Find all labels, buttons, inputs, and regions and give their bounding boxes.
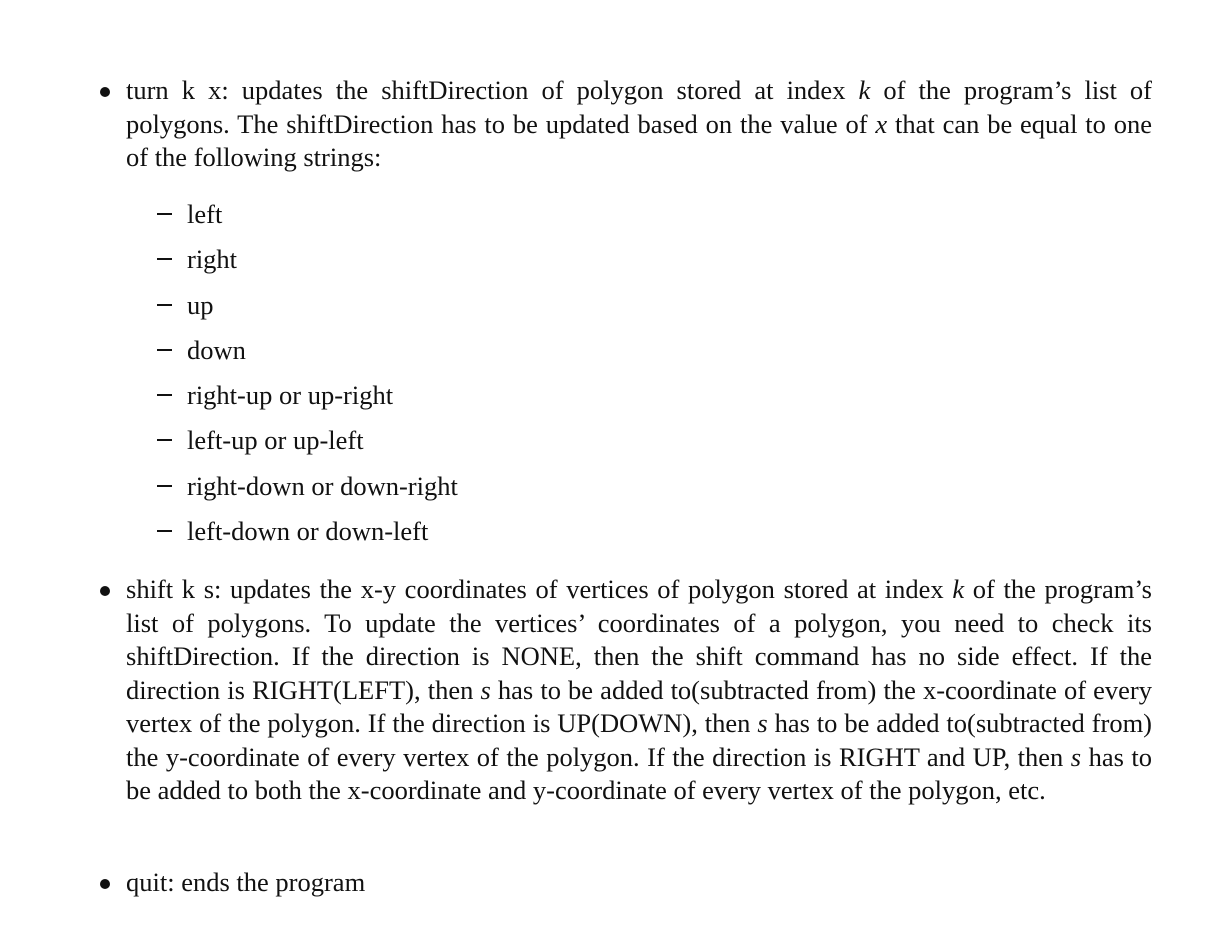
shift-text-e: has to be added to both the x-coordinate and y-coordinate of every vertex of the polygon, etc.	[126, 741, 1152, 805]
dash-icon	[157, 258, 172, 260]
shift-text-b: of the program’s list of polygons. To update the vertices’ coordinates of a polygon, you need to check its shiftDirection. If the direction is NONE, then the shift command has no side effect. If the direction is RIGHT(LEFT), then	[126, 574, 1152, 705]
shift-text-d: has to be added to(subtracted from) the y-coordinate of every vertex of the polygon. If the direction is RIGHT and UP, then	[126, 708, 1153, 772]
direction-option-label: right-down or down-right	[187, 470, 458, 501]
turn-text-a: turn k x: updates the shiftDirection of polygon stored at index	[126, 75, 859, 105]
dash-icon	[157, 485, 172, 487]
shift-var-k: k	[952, 574, 965, 604]
direction-option-label: down	[187, 334, 246, 365]
direction-option	[157, 196, 657, 241]
direction-option	[157, 377, 657, 422]
shift-text-a: shift k s: updates the x-y coordinates of vertices of polygon stored at index	[126, 574, 953, 604]
turn-text-b: of the program’s list of polygons. The shiftDirection has to be updated based on the value of	[126, 75, 1152, 139]
turn-var-k: k	[858, 75, 871, 105]
direction-option	[157, 332, 657, 377]
direction-option	[157, 241, 657, 286]
direction-option	[157, 422, 657, 467]
bullet-icon	[100, 586, 110, 596]
turn-text-c: that can be equal to one of the following strings:	[126, 108, 1152, 172]
direction-option-label: up	[187, 289, 214, 320]
shift-command-item	[126, 573, 1152, 808]
shift-var-s: s	[480, 674, 491, 705]
dash-icon	[157, 213, 172, 215]
direction-option	[157, 513, 657, 558]
direction-option-label: left	[187, 199, 223, 229]
quit-text: quit: ends the program	[126, 867, 366, 897]
direction-options-list	[157, 196, 657, 558]
turn-var-x: x	[875, 108, 888, 139]
direction-option-label: right-up or up-right	[187, 380, 394, 411]
dash-icon	[157, 304, 172, 306]
direction-option-label: left-down or down-left	[187, 516, 429, 547]
bullet-icon	[100, 879, 110, 889]
quit-command-item	[126, 866, 1152, 900]
dash-icon	[157, 530, 172, 532]
turn-command-item	[126, 74, 1152, 175]
direction-option-label: left-up or up-left	[187, 425, 364, 456]
shift-text-c: has to be added to(subtracted from) the x-coordinate of every vertex of the polygon. If the direction is UP(DOWN), then	[126, 674, 1152, 738]
dash-icon	[157, 439, 172, 441]
direction-option	[157, 468, 657, 513]
direction-option	[157, 287, 657, 332]
direction-option-label: right	[187, 244, 238, 275]
dash-icon	[157, 349, 172, 351]
bullet-icon	[100, 87, 110, 97]
dash-icon	[157, 394, 172, 396]
shift-var-s: s	[757, 708, 768, 738]
shift-var-s: s	[1070, 741, 1082, 772]
